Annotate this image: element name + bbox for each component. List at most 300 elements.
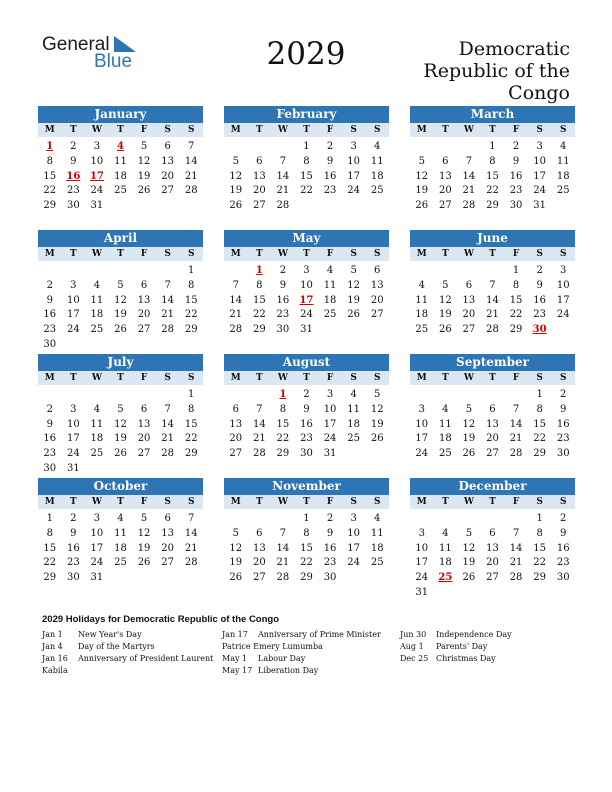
day: 30	[276, 324, 290, 336]
day: 9	[46, 418, 53, 430]
day: 16	[556, 542, 570, 554]
day: 30	[300, 448, 313, 460]
weekday-label: S	[350, 125, 357, 135]
holiday-date: Jun 30	[400, 630, 427, 639]
weekday-label: T	[489, 125, 496, 135]
day: 6	[164, 141, 171, 152]
day: 25	[323, 309, 337, 321]
day: 27	[486, 448, 499, 460]
month-title: October	[38, 478, 203, 495]
day: 2	[326, 141, 334, 152]
empty-cell	[481, 512, 505, 527]
weekday-label: M	[230, 497, 241, 507]
empty-cell	[434, 388, 458, 403]
weekday-label: W	[463, 497, 474, 507]
day: 8	[303, 155, 310, 167]
weekday-label: T	[70, 125, 77, 135]
weekday-row	[38, 495, 203, 509]
day: 17	[347, 170, 360, 182]
day: 19	[114, 309, 127, 321]
weekday-label: M	[44, 249, 55, 259]
weekday-label: F	[140, 497, 148, 507]
holiday-date: Jan 16	[42, 654, 68, 663]
day: 13	[462, 294, 476, 306]
day: 24	[415, 572, 429, 584]
holiday-day: 1	[279, 389, 287, 400]
day: 2	[70, 141, 77, 152]
day: 27	[252, 572, 266, 584]
day: 15	[509, 294, 523, 306]
day: 12	[137, 527, 151, 539]
day: 16	[43, 433, 57, 445]
weekday-label: F	[326, 125, 334, 135]
weekday-label: W	[91, 497, 102, 507]
day-grid	[410, 140, 575, 214]
day: 10	[323, 403, 337, 415]
weekday-label: W	[91, 125, 102, 135]
day: 20	[486, 557, 499, 569]
day: 30	[556, 572, 570, 584]
day: 6	[164, 513, 171, 524]
day: 25	[415, 324, 429, 336]
day: 28	[229, 324, 243, 336]
day: 21	[252, 433, 266, 445]
day: 4	[326, 265, 334, 276]
day: 30	[43, 338, 57, 350]
month-september	[410, 354, 575, 462]
day: 29	[184, 448, 198, 460]
weekday-label: W	[463, 373, 474, 383]
day: 8	[536, 403, 543, 415]
weekday-label: S	[164, 373, 171, 383]
day: 14	[509, 418, 523, 430]
day: 14	[486, 294, 499, 306]
day: 7	[164, 403, 171, 415]
day: 12	[229, 170, 243, 182]
day: 19	[462, 557, 476, 569]
day: 22	[252, 309, 266, 321]
day: 13	[486, 418, 499, 430]
day: 18	[90, 433, 104, 445]
day: 29	[509, 324, 523, 336]
day: 25	[90, 448, 104, 460]
day: 16	[66, 542, 80, 554]
month-title: September	[410, 354, 575, 371]
weekday-label: S	[559, 125, 567, 135]
day: 21	[184, 170, 198, 182]
day: 23	[509, 185, 523, 197]
day: 7	[465, 155, 473, 167]
day: 4	[374, 141, 381, 152]
day: 3	[418, 527, 425, 539]
day: 3	[93, 513, 101, 524]
day: 24	[347, 557, 360, 569]
weekday-row	[410, 247, 575, 261]
month-june	[410, 230, 575, 338]
day: 13	[486, 542, 499, 554]
day: 3	[350, 513, 357, 524]
holiday-date: Jan 17	[222, 630, 248, 639]
day: 5	[374, 389, 381, 400]
day: 24	[66, 324, 80, 336]
day: 2	[512, 141, 520, 152]
day: 16	[300, 418, 313, 430]
empty-cell	[62, 264, 86, 279]
weekday-row	[224, 123, 389, 137]
empty-cell	[457, 388, 481, 403]
day: 28	[184, 185, 198, 197]
day: 11	[556, 155, 570, 167]
weekday-label: S	[373, 373, 381, 383]
empty-cell	[434, 264, 458, 279]
day: 12	[229, 542, 243, 554]
day-grid	[38, 140, 203, 214]
weekday-label: S	[536, 125, 543, 135]
day: 19	[137, 170, 151, 182]
day: 28	[276, 572, 290, 584]
day: 15	[43, 542, 57, 554]
weekday-label: S	[350, 497, 357, 507]
day: 7	[256, 403, 263, 415]
weekday-label: F	[512, 249, 520, 259]
empty-cell	[410, 264, 434, 279]
holiday-row	[400, 653, 572, 665]
day: 26	[229, 572, 243, 584]
weekday-label: M	[230, 373, 241, 383]
weekday-label: T	[70, 497, 77, 507]
day: 30	[43, 462, 57, 474]
day: 17	[415, 433, 429, 445]
month-title: July	[38, 354, 203, 371]
day: 21	[276, 557, 290, 569]
day: 18	[114, 542, 127, 554]
day: 15	[184, 418, 198, 430]
day: 15	[533, 418, 546, 430]
day: 11	[90, 418, 104, 430]
day: 15	[184, 294, 198, 306]
day: 11	[347, 403, 360, 415]
day: 1	[536, 513, 543, 524]
day: 9	[512, 155, 520, 167]
day: 24	[347, 185, 360, 197]
day: 23	[533, 309, 546, 321]
day-grid	[224, 512, 389, 586]
day: 22	[43, 557, 57, 569]
day: 2	[326, 513, 334, 524]
day: 6	[140, 279, 148, 291]
day: 17	[533, 170, 546, 182]
day: 29	[533, 572, 546, 584]
day: 22	[43, 185, 57, 197]
month-may	[224, 230, 389, 338]
day: 6	[489, 403, 496, 415]
day: 1	[188, 389, 195, 400]
day: 22	[184, 433, 198, 445]
weekday-label: T	[489, 373, 496, 383]
day: 1	[303, 513, 310, 524]
day: 5	[350, 265, 357, 276]
month-title: February	[224, 106, 389, 123]
day: 28	[486, 324, 499, 336]
day-grid	[224, 140, 389, 214]
day: 2	[536, 265, 543, 276]
day: 29	[43, 200, 57, 212]
day: 5	[465, 403, 473, 415]
holiday-date: Aug 1	[400, 642, 424, 651]
year-title: 2029	[266, 36, 346, 72]
weekday-label: M	[416, 249, 427, 259]
day: 24	[556, 309, 570, 321]
holiday-date: Dec 25	[400, 654, 429, 663]
day: 28	[184, 557, 198, 569]
weekday-row	[224, 495, 389, 509]
logo-blue: Blue	[94, 51, 133, 72]
day: 12	[137, 155, 151, 167]
day: 13	[137, 418, 151, 430]
day: 14	[252, 418, 266, 430]
empty-cell	[224, 388, 248, 403]
holiday-row	[222, 653, 394, 665]
empty-cell	[504, 388, 528, 403]
day: 18	[114, 170, 127, 182]
day: 8	[188, 279, 195, 291]
day: 21	[509, 557, 523, 569]
day: 25	[370, 557, 384, 569]
day: 4	[418, 279, 425, 291]
day: 4	[93, 403, 101, 415]
day: 20	[462, 309, 476, 321]
month-december	[410, 478, 575, 601]
month-january	[38, 106, 203, 214]
holiday-row	[42, 641, 214, 653]
weekday-label: S	[187, 373, 195, 383]
weekday-label: S	[373, 497, 381, 507]
day: 8	[46, 155, 53, 167]
day: 12	[114, 294, 127, 306]
empty-cell	[156, 264, 180, 279]
weekday-label: T	[303, 249, 310, 259]
day-grid	[38, 388, 203, 477]
day: 10	[556, 279, 570, 291]
day: 19	[114, 433, 127, 445]
day: 4	[350, 389, 357, 400]
day: 18	[90, 309, 104, 321]
day: 4	[93, 279, 101, 291]
holiday-day: 1	[255, 265, 263, 276]
empty-cell	[85, 388, 109, 403]
day: 18	[347, 418, 360, 430]
day-grid	[38, 512, 203, 586]
month-title: August	[224, 354, 389, 371]
day: 3	[303, 265, 310, 276]
empty-cell	[224, 140, 248, 155]
day: 5	[140, 513, 148, 524]
empty-cell	[481, 388, 505, 403]
day: 9	[70, 527, 77, 539]
day: 9	[326, 155, 334, 167]
day: 6	[442, 155, 449, 167]
day: 10	[66, 294, 80, 306]
holiday-row	[222, 665, 394, 677]
day: 25	[114, 185, 127, 197]
day: 18	[438, 433, 452, 445]
day: 6	[256, 527, 263, 539]
day: 23	[66, 185, 80, 197]
day: 26	[114, 324, 127, 336]
weekday-label: T	[489, 497, 496, 507]
holiday-column	[400, 629, 572, 665]
month-february	[224, 106, 389, 214]
day: 11	[114, 155, 127, 167]
weekday-label: S	[559, 497, 567, 507]
weekday-label: F	[512, 373, 520, 383]
day: 3	[560, 265, 567, 276]
day: 23	[276, 309, 290, 321]
holiday-name: Labour Day	[258, 654, 306, 663]
day: 4	[117, 513, 124, 524]
day: 16	[43, 309, 57, 321]
holiday-row	[222, 629, 394, 653]
day: 11	[370, 527, 384, 539]
day: 2	[560, 389, 567, 400]
day: 11	[438, 418, 452, 430]
day: 19	[462, 433, 476, 445]
empty-cell	[109, 264, 133, 279]
day: 17	[66, 433, 80, 445]
day: 8	[256, 279, 263, 291]
month-title: June	[410, 230, 575, 247]
day-grid	[224, 264, 389, 338]
day: 27	[161, 185, 174, 197]
day: 3	[326, 389, 334, 400]
weekday-label: M	[416, 125, 427, 135]
empty-cell	[410, 512, 434, 527]
day: 4	[560, 141, 567, 152]
weekday-label: S	[187, 249, 195, 259]
country-name	[350, 38, 570, 104]
day: 21	[276, 185, 290, 197]
empty-cell	[504, 512, 528, 527]
day-grid	[410, 388, 575, 462]
month-title: April	[38, 230, 203, 247]
day: 20	[137, 433, 151, 445]
day: 27	[462, 324, 476, 336]
day: 23	[556, 557, 570, 569]
day: 26	[462, 448, 476, 460]
day: 17	[323, 418, 337, 430]
day: 13	[252, 170, 266, 182]
day: 10	[66, 418, 80, 430]
empty-cell	[38, 264, 62, 279]
weekday-label: F	[326, 497, 334, 507]
day: 11	[90, 294, 104, 306]
day: 19	[370, 418, 384, 430]
empty-cell	[132, 388, 156, 403]
weekday-label: W	[463, 125, 474, 135]
day: 7	[512, 403, 520, 415]
day: 16	[556, 418, 570, 430]
weekday-label: S	[164, 497, 171, 507]
day: 20	[438, 185, 452, 197]
day: 29	[276, 448, 290, 460]
weekday-label: T	[442, 249, 449, 259]
weekday-label: T	[70, 249, 77, 259]
month-title: May	[224, 230, 389, 247]
day: 27	[137, 448, 151, 460]
day: 20	[161, 170, 174, 182]
day: 28	[462, 200, 476, 212]
day: 4	[374, 513, 381, 524]
day: 29	[300, 572, 313, 584]
day: 5	[465, 527, 473, 539]
day: 26	[137, 557, 151, 569]
day: 2	[279, 265, 287, 276]
day: 29	[184, 324, 198, 336]
day: 19	[137, 542, 151, 554]
day: 20	[252, 185, 266, 197]
day: 11	[114, 527, 127, 539]
day: 30	[556, 448, 570, 460]
empty-cell	[457, 264, 481, 279]
day: 21	[161, 433, 174, 445]
weekday-label: T	[256, 497, 263, 507]
day: 22	[184, 309, 198, 321]
holiday-column	[42, 629, 214, 677]
day: 14	[184, 155, 198, 167]
day: 8	[188, 403, 195, 415]
day: 12	[462, 418, 476, 430]
day: 3	[93, 141, 101, 152]
month-march	[410, 106, 575, 214]
weekday-label: M	[44, 125, 55, 135]
day: 17	[347, 542, 360, 554]
day: 18	[323, 294, 337, 306]
day-grid	[410, 512, 575, 601]
day: 8	[46, 527, 53, 539]
day: 12	[438, 294, 452, 306]
day: 18	[556, 170, 570, 182]
day: 24	[323, 433, 337, 445]
weekday-label: F	[140, 373, 148, 383]
day: 26	[114, 448, 127, 460]
day: 30	[66, 572, 80, 584]
weekday-label: T	[303, 125, 310, 135]
empty-cell	[224, 512, 248, 527]
day: 23	[66, 557, 80, 569]
day: 7	[188, 513, 195, 524]
holiday-date: May 1	[222, 654, 248, 663]
day: 22	[300, 557, 313, 569]
day: 25	[438, 448, 452, 460]
day: 28	[509, 448, 523, 460]
day: 31	[90, 572, 104, 584]
day: 27	[229, 448, 243, 460]
day: 16	[509, 170, 523, 182]
day: 11	[370, 155, 384, 167]
day: 14	[184, 527, 198, 539]
weekday-label: F	[512, 497, 520, 507]
day: 31	[66, 462, 80, 474]
weekday-label: S	[373, 249, 381, 259]
day: 29	[486, 200, 499, 212]
empty-cell	[457, 512, 481, 527]
weekday-row	[224, 371, 389, 385]
day: 23	[556, 433, 570, 445]
day: 5	[442, 279, 449, 291]
weekday-label: F	[140, 249, 148, 259]
holiday-column	[222, 629, 394, 677]
day: 5	[232, 527, 239, 539]
